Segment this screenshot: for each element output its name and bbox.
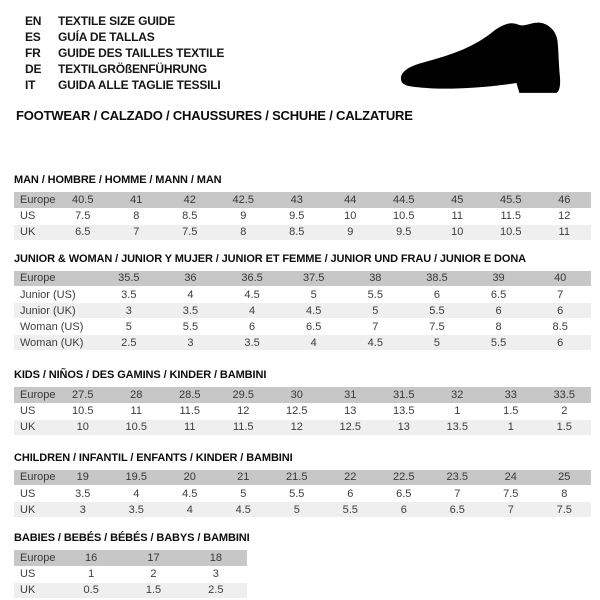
row-label: Europe (14, 271, 98, 287)
size-cell: 38.5 (406, 271, 468, 287)
table-row (14, 287, 591, 303)
section-title: KIDS / NIÑOS / DES GAMINS / KINDER / BAMBINI (14, 369, 267, 381)
row-label: Junior (US) (14, 287, 98, 303)
size-cell: 8.5 (163, 208, 217, 224)
row-label: Junior (UK) (14, 303, 98, 319)
size-cell: 3.5 (56, 486, 110, 502)
size-cell: 2.5 (185, 582, 247, 598)
size-cell: 4 (110, 486, 164, 502)
size-cell: 43 (270, 192, 324, 208)
size-cell: 1.5 (484, 403, 538, 419)
size-cell: 11 (431, 208, 485, 224)
size-cell: 11.5 (217, 419, 271, 435)
size-cell: 5.5 (468, 335, 530, 351)
size-cell: 9 (217, 208, 271, 224)
size-cell: 29.5 (217, 387, 271, 403)
table-row (14, 550, 247, 566)
size-cell: 6 (406, 287, 468, 303)
size-cell: 20 (163, 470, 217, 486)
size-cell: 6.5 (56, 224, 110, 240)
size-cell: 13.5 (377, 403, 431, 419)
table-row (14, 419, 591, 435)
table-row (14, 582, 247, 598)
size-cell: 5 (270, 502, 324, 518)
size-cell: 1 (60, 566, 122, 582)
language-code: DE (25, 62, 42, 76)
size-cell: 1 (484, 419, 538, 435)
size-section (14, 253, 591, 352)
size-cell: 7.5 (484, 486, 538, 502)
size-cell: 5 (217, 486, 271, 502)
row-label: Woman (UK) (14, 335, 98, 351)
size-cell: 4.5 (283, 303, 345, 319)
size-cell: 36.5 (221, 271, 283, 287)
language-code: IT (25, 78, 36, 92)
table-row (14, 208, 591, 224)
size-cell: 31.5 (377, 387, 431, 403)
size-cell: 13 (377, 419, 431, 435)
size-cell: 8.5 (529, 319, 591, 335)
size-cell: 3 (160, 335, 222, 351)
size-cell: 0.5 (60, 582, 122, 598)
size-cell: 3.5 (110, 502, 164, 518)
size-cell: 8 (468, 319, 530, 335)
size-cell: 6 (324, 486, 378, 502)
size-cell: 7 (431, 486, 485, 502)
row-label: US (14, 208, 56, 224)
size-cell: 6 (468, 303, 530, 319)
size-cell: 6.5 (431, 502, 485, 518)
size-cell: 2 (122, 566, 184, 582)
language-code: EN (25, 14, 42, 28)
size-cell: 12.5 (324, 419, 378, 435)
row-label: Europe (14, 192, 56, 208)
table-row (14, 224, 591, 240)
size-cell: 7 (484, 502, 538, 518)
size-cell: 4.5 (217, 502, 271, 518)
size-table (14, 550, 247, 599)
size-cell: 4 (221, 303, 283, 319)
size-cell: 7.5 (56, 208, 110, 224)
size-cell: 28 (110, 387, 164, 403)
table-row (14, 470, 591, 486)
size-cell: 36 (160, 271, 222, 287)
size-cell: 44 (324, 192, 378, 208)
size-cell: 6.5 (377, 486, 431, 502)
size-cell: 3.5 (221, 335, 283, 351)
size-cell: 8.5 (270, 224, 324, 240)
section-title: CHILDREN / INFANTIL / ENFANTS / KINDER / BAMBINI (14, 451, 293, 464)
row-label: Europe (14, 550, 60, 566)
size-cell: 21.5 (270, 470, 324, 486)
size-cell: 45.5 (484, 192, 538, 208)
size-table (14, 192, 591, 241)
size-cell: 16 (60, 550, 122, 566)
table-row (14, 271, 591, 287)
table-row (14, 403, 591, 419)
size-cell: 5.5 (406, 303, 468, 319)
section-title: BABIES / BEBÉS / BÉBÉS / BABYS / BAMBINI (14, 532, 250, 544)
size-cell: 4 (163, 502, 217, 518)
size-cell: 2.5 (98, 335, 160, 351)
size-cell: 22 (324, 470, 378, 486)
size-cell: 11 (110, 403, 164, 419)
size-cell: 11.5 (163, 403, 217, 419)
size-cell: 7 (110, 224, 164, 240)
size-cell: 22.5 (377, 470, 431, 486)
table-row (14, 303, 591, 319)
size-cell: 13.5 (431, 419, 485, 435)
size-cell: 6 (221, 319, 283, 335)
size-cell: 8 (538, 486, 592, 502)
size-cell: 4.5 (163, 486, 217, 502)
size-cell: 4 (160, 287, 222, 303)
row-label: US (14, 403, 56, 419)
section-title: JUNIOR & WOMAN / JUNIOR Y MUJER / JUNIOR ET FEMME / JUNIOR UND FRAU / JUNIOR E DONA (14, 252, 527, 265)
size-cell: 44.5 (377, 192, 431, 208)
size-cell: 7.5 (163, 224, 217, 240)
table-row (14, 566, 247, 582)
size-cell: 5.5 (270, 486, 324, 502)
size-cell: 25 (538, 470, 592, 486)
size-cell: 10.5 (56, 403, 110, 419)
size-cell: 27.5 (56, 387, 110, 403)
size-section (14, 452, 591, 519)
size-cell: 7.5 (538, 502, 592, 518)
size-cell: 31 (324, 387, 378, 403)
size-cell: 45 (431, 192, 485, 208)
table-row (14, 192, 591, 208)
size-cell: 11.5 (484, 208, 538, 224)
size-cell: 40.5 (56, 192, 110, 208)
size-cell: 6 (529, 335, 591, 351)
size-cell: 8 (110, 208, 164, 224)
size-cell: 1 (431, 403, 485, 419)
size-cell: 12 (270, 419, 324, 435)
size-cell: 46 (538, 192, 592, 208)
size-cell: 9 (324, 224, 378, 240)
size-cell: 7 (529, 287, 591, 303)
size-cell: 3.5 (160, 303, 222, 319)
section-title: MAN / HOMBRE / HOMME / MANN / MAN (14, 174, 222, 186)
size-cell: 32 (431, 387, 485, 403)
size-cell: 37.5 (283, 271, 345, 287)
sections (14, 174, 591, 599)
size-cell: 5 (406, 335, 468, 351)
size-cell: 30 (270, 387, 324, 403)
size-cell: 5.5 (345, 287, 407, 303)
size-cell: 11 (538, 224, 592, 240)
row-label: US (14, 486, 56, 502)
size-cell: 1.5 (122, 582, 184, 598)
size-cell: 5 (283, 287, 345, 303)
size-cell: 8 (217, 224, 271, 240)
category-line: FOOTWEAR / CALZADO / CHAUSSURES / SCHUHE / CALZATURE (16, 108, 413, 123)
size-cell: 42 (163, 192, 217, 208)
size-cell: 12 (538, 208, 592, 224)
row-label: Europe (14, 387, 56, 403)
size-cell: 6 (377, 502, 431, 518)
size-cell: 3 (185, 566, 247, 582)
size-cell: 5 (98, 319, 160, 335)
size-cell: 13 (324, 403, 378, 419)
size-cell: 6.5 (283, 319, 345, 335)
size-cell: 1.5 (538, 419, 592, 435)
language-label: GUÍA DE TALLAS (58, 30, 155, 44)
language-label: GUIDE DES TAILLES TEXTILE (58, 46, 225, 60)
size-cell: 9.5 (377, 224, 431, 240)
size-cell: 10 (324, 208, 378, 224)
size-cell: 33.5 (538, 387, 592, 403)
size-cell: 23.5 (431, 470, 485, 486)
size-cell: 10.5 (377, 208, 431, 224)
dress-shoe-icon (392, 12, 588, 108)
size-cell: 17 (122, 550, 184, 566)
size-cell: 12 (217, 403, 271, 419)
size-cell: 10.5 (484, 224, 538, 240)
size-cell: 3 (98, 303, 160, 319)
size-cell: 40 (529, 271, 591, 287)
size-cell: 6.5 (468, 287, 530, 303)
size-cell: 3 (56, 502, 110, 518)
table-row (14, 319, 591, 335)
size-cell: 4.5 (221, 287, 283, 303)
size-cell: 7 (345, 319, 407, 335)
table-row (14, 387, 591, 403)
language-code: FR (25, 46, 41, 60)
table-row (14, 335, 591, 351)
size-table (14, 387, 591, 436)
language-label: TEXTILGRÖßENFÜHRUNG (58, 62, 207, 76)
row-label: US (14, 566, 60, 582)
size-table (14, 470, 591, 519)
size-cell: 42.5 (217, 192, 271, 208)
size-table (14, 271, 591, 352)
size-cell: 12.5 (270, 403, 324, 419)
size-cell: 5 (345, 303, 407, 319)
size-cell: 19 (56, 470, 110, 486)
size-cell: 5.5 (160, 319, 222, 335)
size-cell: 7.5 (406, 319, 468, 335)
size-cell: 35.5 (98, 271, 160, 287)
language-label: TEXTILE SIZE GUIDE (58, 14, 176, 28)
size-cell: 10.5 (110, 419, 164, 435)
table-row (14, 502, 591, 518)
size-cell: 33 (484, 387, 538, 403)
row-label: UK (14, 224, 56, 240)
size-cell: 2 (538, 403, 592, 419)
size-cell: 10 (56, 419, 110, 435)
size-cell: 18 (185, 550, 247, 566)
language-code: ES (25, 30, 41, 44)
size-cell: 5.5 (324, 502, 378, 518)
row-label: UK (14, 582, 60, 598)
size-section (14, 532, 250, 599)
size-cell: 9.5 (270, 208, 324, 224)
size-cell: 39 (468, 271, 530, 287)
language-label: GUIDA ALLE TAGLIE TESSILI (58, 78, 221, 92)
size-cell: 6 (529, 303, 591, 319)
row-label: Europe (14, 470, 56, 486)
size-section (14, 369, 591, 436)
size-cell: 24 (484, 470, 538, 486)
size-cell: 4.5 (345, 335, 407, 351)
size-cell: 21 (217, 470, 271, 486)
table-row (14, 486, 591, 502)
size-cell: 10 (431, 224, 485, 240)
row-label: UK (14, 502, 56, 518)
size-cell: 4 (283, 335, 345, 351)
size-cell: 11 (163, 419, 217, 435)
size-cell: 28.5 (163, 387, 217, 403)
size-cell: 38 (345, 271, 407, 287)
size-cell: 3.5 (98, 287, 160, 303)
row-label: Woman (US) (14, 319, 98, 335)
row-label: UK (14, 419, 56, 435)
size-section (14, 174, 591, 241)
size-cell: 41 (110, 192, 164, 208)
size-cell: 19.5 (110, 470, 164, 486)
